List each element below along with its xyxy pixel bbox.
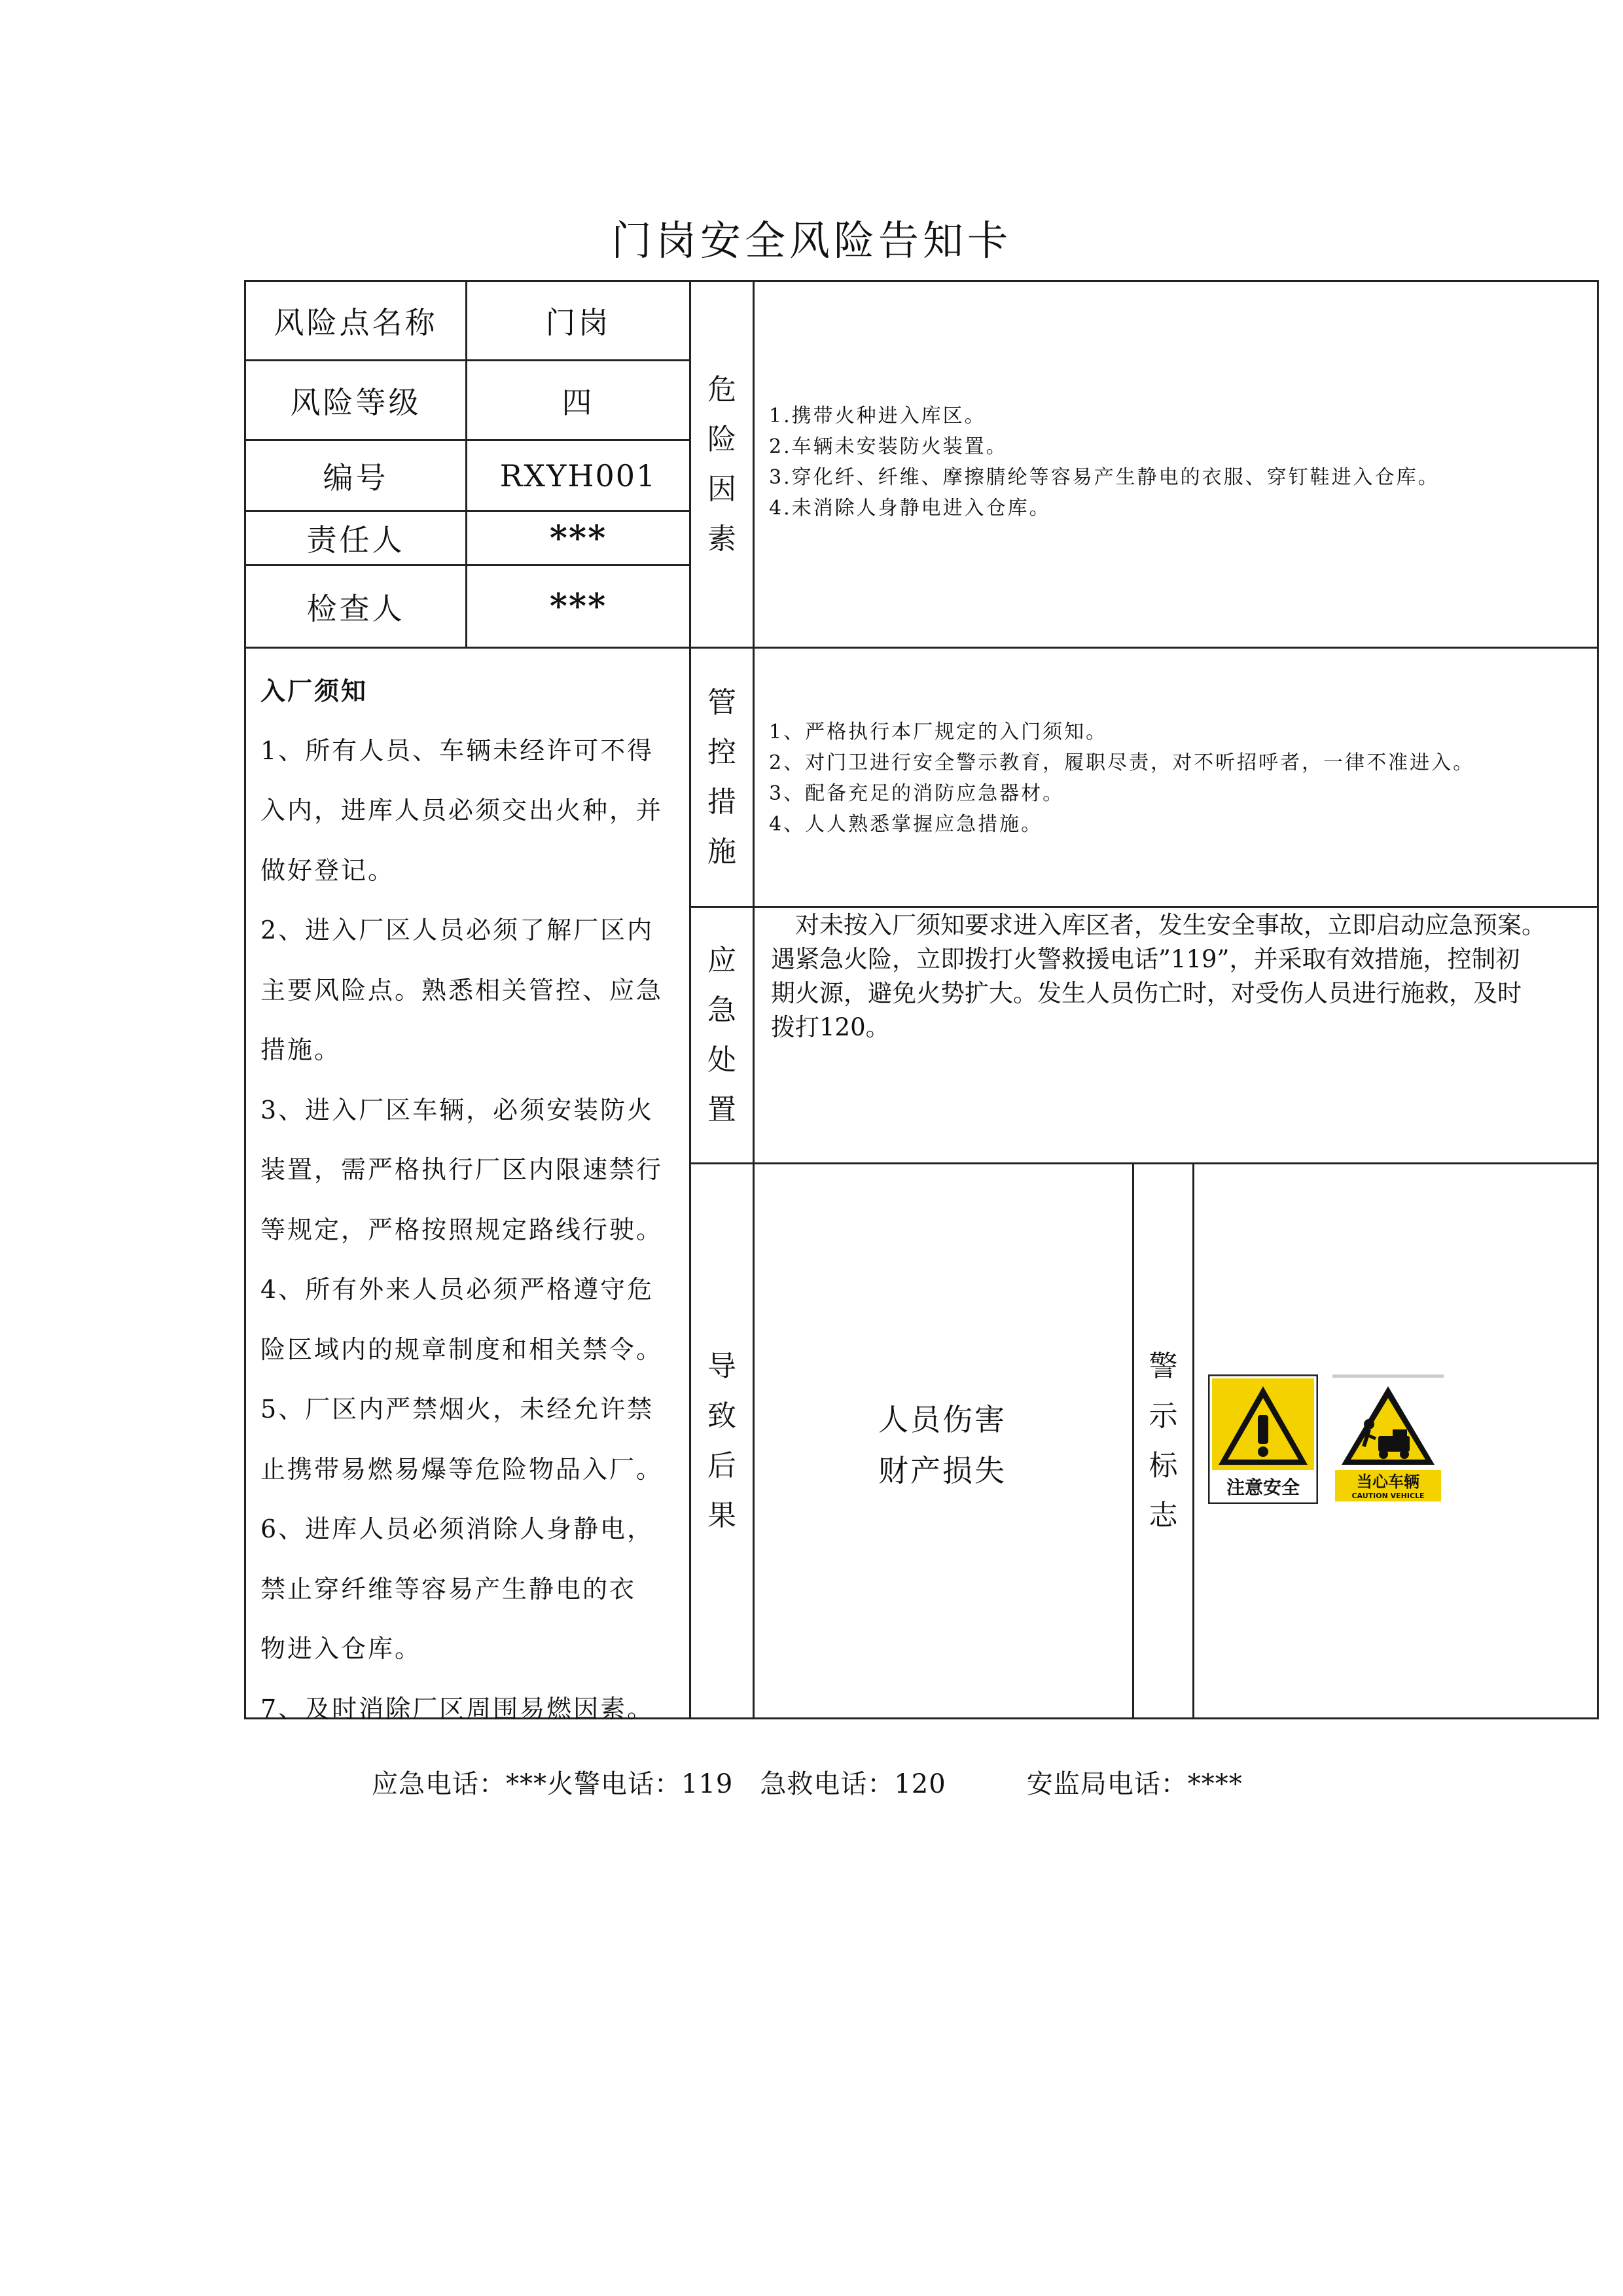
entry-notice-heading: 入厂须知 — [260, 676, 368, 706]
risk-point-name-value: 门岗 — [545, 305, 611, 340]
entry-notice — [260, 661, 679, 1739]
emergency-response-label: 应 急 处 置 — [707, 943, 736, 1126]
list-item: 4.未消除人身静电进入仓库。 — [769, 497, 1051, 520]
sign-caption: 注意安全 — [1226, 1477, 1300, 1498]
notice-line: 2、进入厂区人员必须了解厂区内 — [260, 916, 654, 944]
consequence-label: 导 致 后 果 — [707, 1349, 736, 1532]
notice-line: 禁止穿纤维等容易产生静电的衣 — [260, 1574, 637, 1604]
hazard-factors-label: 危 险 因 素 — [707, 372, 736, 556]
owner-label: 责任人 — [306, 522, 405, 558]
notice-line: 1、所有人员、车辆未经许可不得 — [260, 736, 654, 765]
warning-signs-label: 警 示 标 志 — [1149, 1349, 1178, 1532]
code-value: RXYH001 — [499, 457, 657, 493]
notice-line: 4、所有外来人员必须严格遵守危 — [260, 1275, 654, 1304]
notice-line: 做好登记。 — [260, 855, 395, 885]
list-item: 1、严格执行本厂规定的入门须知。 — [769, 721, 1108, 744]
notice-line: 措施。 — [260, 1035, 342, 1064]
code-label: 编号 — [323, 459, 389, 495]
paragraph-line: 对未按入厂须知要求进入库区者，发生安全事故，立即启动应急预案。 — [771, 911, 1546, 939]
warning-sign-vehicle — [1332, 1374, 1444, 1507]
emergency-text — [771, 908, 1596, 1045]
paragraph-line: 期火源，避免火势扩大。发生人员伤亡时，对受伤人员进行施救，及时 — [771, 979, 1522, 1007]
risk-level-label: 风险等级 — [290, 384, 421, 420]
emergency-phone-footer: 应急电话：***火警电话：119 急救电话：120 安监局电话：**** — [372, 1769, 1243, 1799]
list-item: 2、对门卫进行安全警示教育，履职尽责，对不听招呼者，一律不准进入。 — [769, 751, 1475, 774]
notice-line: 入内，进库人员必须交出火种，并 — [260, 796, 664, 825]
list-item: 财产损失 — [878, 1453, 1007, 1488]
notice-line: 止携带易燃易爆等危险物品入厂。 — [260, 1454, 664, 1484]
list-item: 人员伤害 — [878, 1402, 1007, 1437]
paragraph-line: 拨打120。 — [771, 1013, 890, 1041]
hazard-list — [769, 401, 1440, 524]
notice-line: 6、进库人员必须消除人身静电， — [260, 1515, 654, 1543]
list-item: 1.携带火种进入库区。 — [769, 404, 986, 427]
notice-line: 险区域内的规章制度和相关禁令。 — [260, 1335, 664, 1364]
risk-point-name-label: 风险点名称 — [274, 305, 438, 340]
warning-sign-caution — [1208, 1374, 1318, 1507]
vehicle-warning-icon — [1332, 1374, 1444, 1504]
list-item: 4、人人熟悉掌握应急措施。 — [769, 813, 1043, 836]
inspector-label: 检查人 — [306, 590, 405, 626]
page-title: 门岗安全风险告知卡 — [611, 217, 1012, 264]
notice-line: 7、及时消除厂区周围易燃因素。 — [260, 1694, 654, 1723]
notice-line: 等规定，严格按照规定路线行驶。 — [260, 1215, 664, 1244]
list-item: 3.穿化纤、纤维、摩擦腈纶等容易产生静电的衣服、穿钉鞋进入仓库。 — [769, 466, 1440, 489]
risk-level-value: 四 — [562, 384, 595, 420]
paragraph-line: 遇紧急火险，立即拨打火警救援电话”119”，并采取有效措施，控制初 — [771, 945, 1520, 973]
notice-line: 5、厂区内严禁烟火，未经允许禁 — [260, 1395, 654, 1424]
sign-caption: 当心车辆 — [1357, 1473, 1419, 1491]
list-item: 2.车辆未安装防火装置。 — [769, 435, 1008, 458]
notice-line: 主要风险点。熟悉相关管控、应急 — [260, 975, 664, 1005]
notice-line: 3、进入厂区车辆，必须安装防火 — [260, 1095, 654, 1124]
notice-line: 物进入仓库。 — [260, 1634, 422, 1663]
inspector-value: *** — [549, 586, 607, 626]
owner-value: *** — [549, 518, 607, 558]
control-measures-label: 管 控 措 施 — [707, 685, 736, 869]
control-list — [769, 717, 1474, 840]
sign-caption-en: CAUTION VEHICLE — [1351, 1492, 1425, 1500]
consequence-text — [753, 1394, 1132, 1496]
exclamation-warning-icon — [1208, 1374, 1318, 1504]
list-item: 3、配备充足的消防应急器材。 — [769, 782, 1065, 805]
notice-line: 装置，需严格执行厂区内限速禁行 — [260, 1155, 664, 1184]
